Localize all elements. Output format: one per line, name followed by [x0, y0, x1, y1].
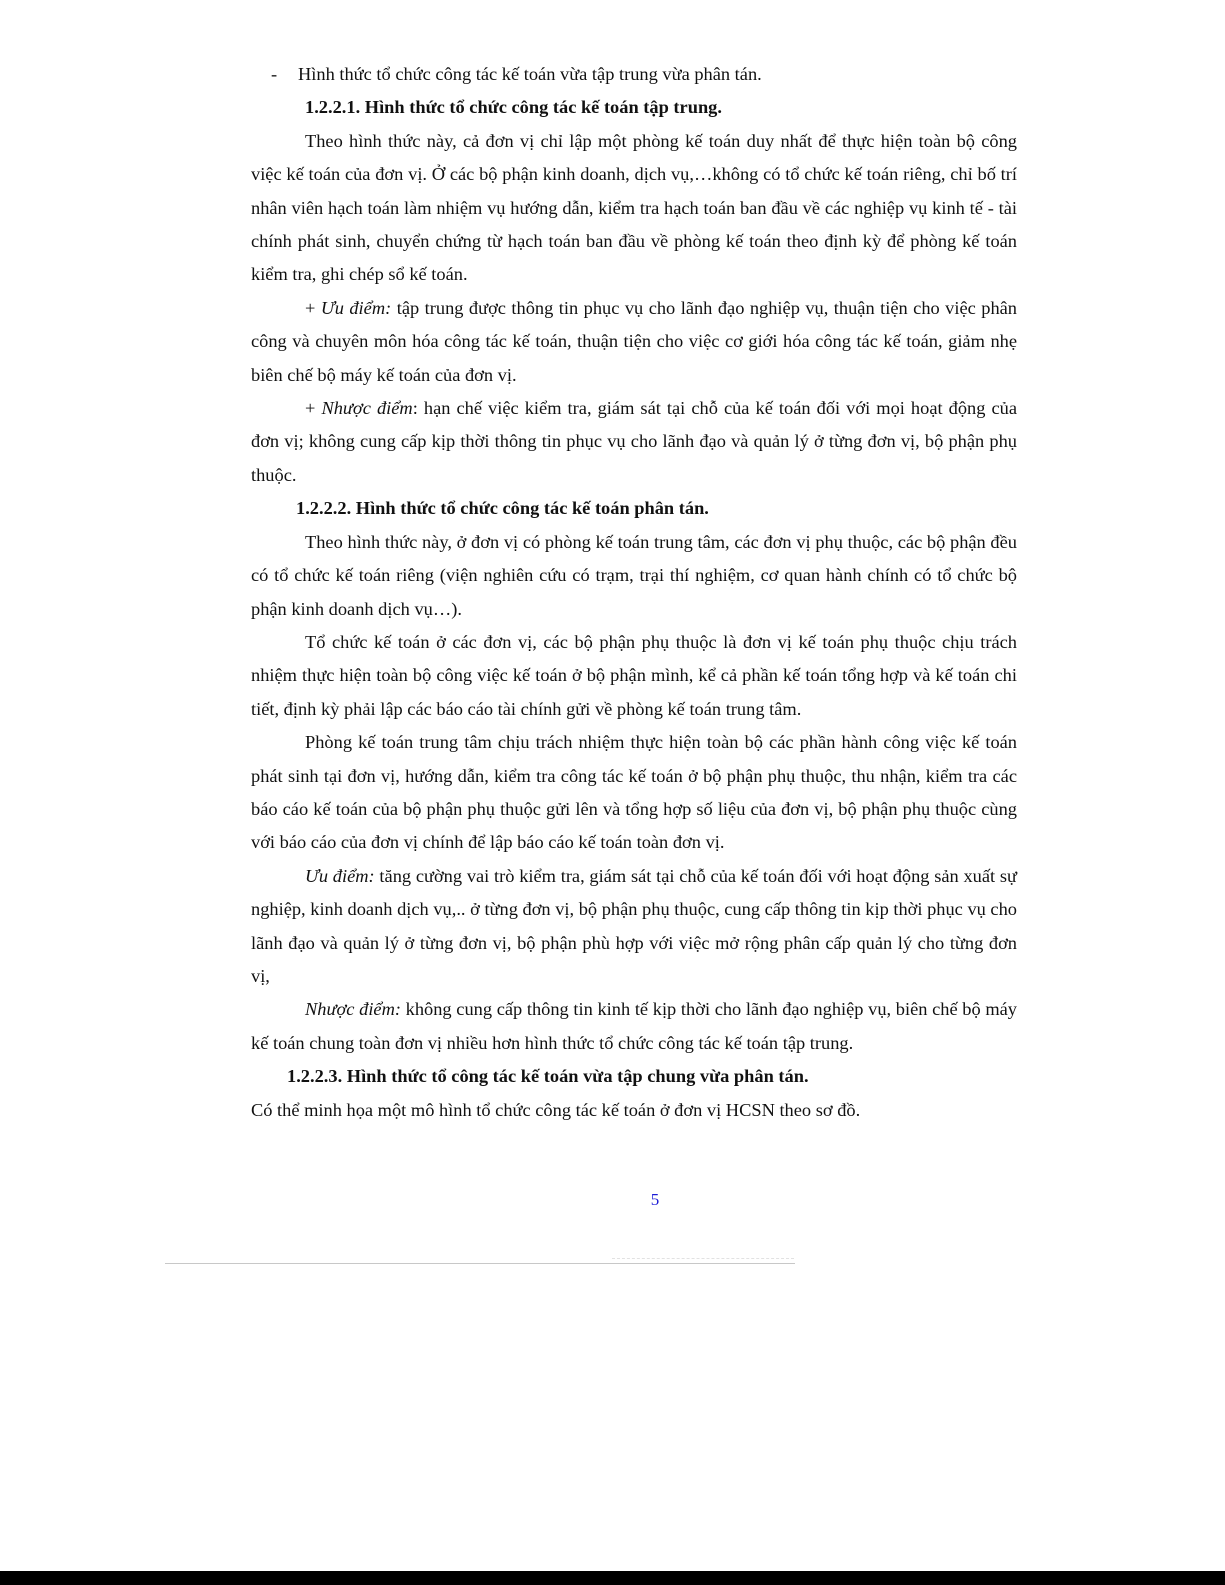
section-heading-1: 1.2.2.1. Hình thức tổ chức công tác kế toán tập trung. — [305, 97, 722, 118]
disadvantage-text: : hạn chế việc kiểm tra, giám sát tại chỗ của kế toán đối với mọi hoạt động của đơn vị; không cung cấp kịp thời thông tin phục vụ cho lãnh đạo và quản lý ở từng đơn vị, bộ phận phụ thuộc. — [251, 398, 1017, 485]
bottom-edge-bar — [0, 1571, 1225, 1585]
section-heading-2: 1.2.2.2. Hình thức tổ chức công tác kế toán phân tán. — [296, 498, 709, 519]
advantage-label: Ưu điểm: — [320, 297, 392, 318]
document-body — [251, 58, 1017, 1127]
section-2-advantage — [251, 860, 1017, 994]
bullet-text: Hình thức tổ chức công tác kế toán vừa tập trung vừa phân tán. — [298, 64, 762, 84]
section-3-paragraph: Có thể minh họa một mô hình tổ chức công tác kế toán ở đơn vị HCSN theo sơ đồ. — [251, 1099, 861, 1120]
section-2-paragraph-3: Phòng kế toán trung tâm chịu trách nhiệm thực hiện toàn bộ các phần hành công việc kế toán phát sinh tại đơn vị, hướng dẫn, kiểm tra công tác kế toán ở bộ phận phụ thuộc, thu nhận, kiểm tra các báo cáo kế toán của bộ phận phụ thuộc gửi lên và tổng hợp số liệu của đơn vị, bộ phận phụ thuộc cùng với báo cáo của đơn vị chính để lập báo cáo kế toán toàn đơn vị. — [251, 732, 1017, 853]
section-heading-3: 1.2.2.3. Hình thức tổ công tác kế toán vừa tập chung vừa phân tán. — [287, 1066, 809, 1087]
advantage-label: Ưu điểm: — [305, 865, 375, 886]
disadvantage-prefix: + — [305, 398, 322, 419]
page-number: 5 — [650, 1190, 660, 1209]
section-1-disadvantage — [251, 392, 1017, 492]
footer-faint-rule — [612, 1258, 794, 1259]
advantage-text: tập trung được thông tin phục vụ cho lãnh đạo nghiệp vụ, thuận tiện cho việc phân công và chuyên môn hóa công tác kế toán, thuận tiện cho việc cơ giới hóa công tác kế toán, giảm nhẹ biên chế bộ máy kế toán của đơn vị. — [251, 297, 1018, 385]
section-2-paragraph-2: Tổ chức kế toán ở các đơn vị, các bộ phận phụ thuộc là đơn vị kế toán phụ thuộc chịu trách nhiệm thực hiện toàn bộ công việc kế toán ở bộ phận mình, kể cả phần kế toán tổng hợp và kế toán chi tiết, định kỳ phải lập các báo cáo tài chính gửi về phòng kế toán trung tâm. — [251, 631, 1017, 719]
disadvantage-label: Nhược điểm: — [305, 999, 401, 1020]
section-1-advantage — [251, 292, 1017, 392]
section-2-paragraph-1: Theo hình thức này, ở đơn vị có phòng kế toán trung tâm, các đơn vị phụ thuộc, các bộ phận đều có tổ chức kế toán riêng (viện nghiên cứu có trạm, trại thí nghiệm, cơ quan hành chính có tổ chức bộ phận kinh doanh dịch vụ…). — [251, 531, 1017, 619]
disadvantage-text: không cung cấp thông tin kinh tế kịp thời cho lãnh đạo nghiệp vụ, biên chế bộ máy kế toán chung toàn đơn vị nhiều hơn hình thức tổ chức công tác kế toán tập trung. — [251, 999, 1017, 1053]
bullet-item — [271, 58, 1017, 91]
bullet-dash: - — [271, 64, 278, 84]
advantage-text: tăng cường vai trò kiểm tra, giám sát tại chỗ của kế toán đối với hoạt động sản xuất sự nghiệp, kinh doanh dịch vụ,.. ở từng đơn vị, bộ phận phụ thuộc, cung cấp thông tin kịp thời phục vụ cho lãnh đạo và quản lý ở từng đơn vị, bộ phận phù hợp với việc mở rộng phân cấp quản lý cho từng đơn vị, — [251, 865, 1018, 986]
advantage-prefix: + — [305, 297, 321, 318]
footer-divider — [165, 1263, 795, 1264]
section-2-disadvantage — [251, 993, 1017, 1060]
section-1-paragraph: Theo hình thức này, cả đơn vị chỉ lập một phòng kế toán duy nhất để thực hiện toàn bộ công việc kế toán của đơn vị. Ở các bộ phận kinh doanh, dịch vụ,…không có tổ chức kế toán riêng, chỉ bố trí nhân viên hạch toán làm nhiệm vụ hướng dẫn, kiểm tra hạch toán ban đầu về các nghiệp vụ kinh tế - tài chính phát sinh, chuyển chứng từ hạch toán ban đầu về phòng kế toán theo định kỳ để phòng kế toán kiểm tra, ghi chép sổ kế toán. — [251, 130, 1017, 285]
disadvantage-label: Nhược điểm — [321, 398, 413, 419]
